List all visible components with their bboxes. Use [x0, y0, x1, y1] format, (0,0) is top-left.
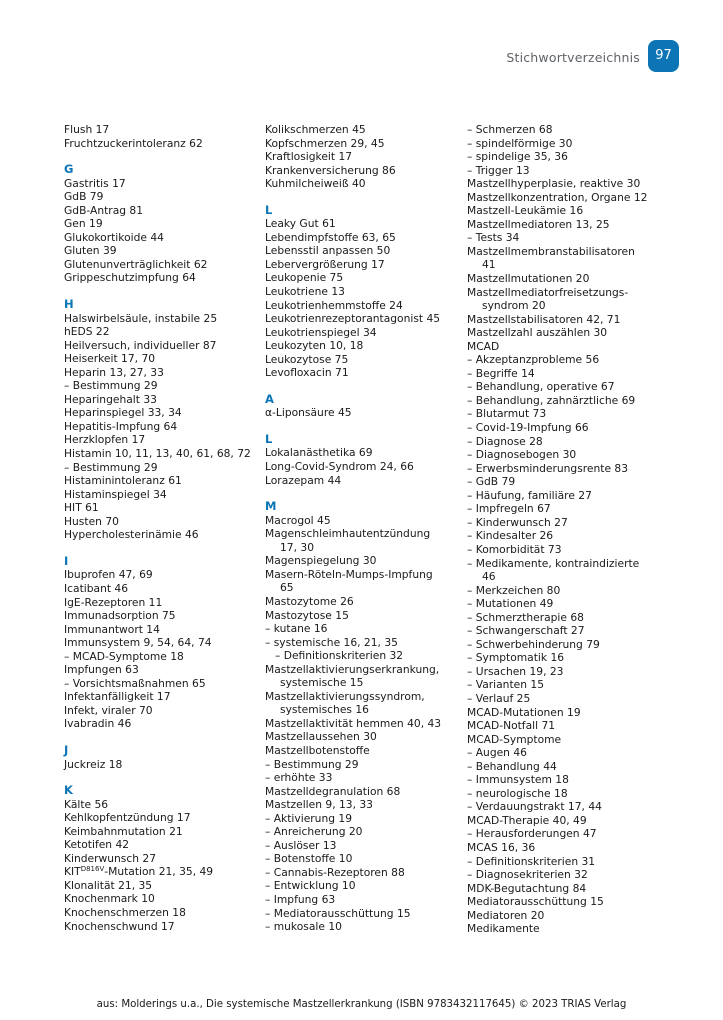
- index-entry: Knochenschmerzen 18: [64, 905, 186, 919]
- index-entry: Histaminspiegel 34: [64, 487, 167, 501]
- index-entry: Leukotrienhemmstoffe 24: [265, 298, 403, 312]
- index-entry: Lokalanästhetika 69: [265, 446, 373, 460]
- index-entry: Leukotriene 13: [265, 285, 345, 299]
- index-entry: Infektanfälligkeit 17: [64, 690, 171, 704]
- index-entry: Lorazepam 44: [265, 473, 342, 487]
- index-entry: Medikamente: [467, 922, 540, 936]
- index-entry: Immunantwort 14: [64, 622, 160, 636]
- index-entry: Mediatoren 20: [467, 908, 545, 922]
- index-entry: Mastzellaussehen 30: [265, 730, 377, 744]
- index-entry: Kopfschmerzen 29, 45: [265, 136, 385, 150]
- footer-source-note: aus: Molderings u.a., Die systemische Mastzellerkrankung (ISBN 9783432117645) © 2023 TRIAS Verlag: [96, 999, 627, 1010]
- index-entry: Icatibant 46: [64, 581, 129, 595]
- index-entry-continuation: 65: [280, 581, 294, 595]
- index-entry-continuation: 17, 30: [280, 540, 314, 554]
- index-subentry: – Schmerzen 68: [467, 123, 553, 136]
- index-entry: Heparinspiegel 33, 34: [64, 406, 182, 420]
- index-entry: Ibuprofen 47, 69: [64, 568, 153, 582]
- index-entry: Kehlkopfentzündung 17: [64, 811, 191, 825]
- index-subentry: – spindelige 35, 36: [467, 150, 568, 164]
- index-entry: Mastzell-Leukämie 16: [467, 204, 584, 218]
- index-entry: $KIT^{D816V}$-Mutation 21, 35, 49: [64, 865, 214, 879]
- index-subentry: – Diagnose 28: [467, 434, 543, 448]
- index-entry: Husten 70: [64, 514, 119, 528]
- index-subentry: – Bestimmung 29: [64, 460, 158, 474]
- index-subentry: – Impfung 63: [265, 892, 336, 906]
- index-entry: Infekt, viraler 70: [64, 703, 153, 717]
- index-entry: Ivabradin 46: [64, 717, 132, 731]
- page-number-badge: 97: [648, 40, 679, 72]
- index-subentry: – Bestimmung 29: [64, 379, 158, 393]
- index-subentry: – mukosale 10: [265, 920, 342, 934]
- index-subentry: – neurologische 18: [467, 786, 568, 800]
- index-entry: Heparin 13, 27, 33: [64, 365, 164, 379]
- index-entry-continuation: systemisches 16: [280, 703, 369, 717]
- index-subentry: – Tests 34: [467, 231, 520, 245]
- index-entry: Glutenunverträglichkeit 62: [64, 257, 208, 271]
- index-subentry: – Mediatorausschüttung 15: [265, 906, 411, 920]
- index-entry: HIT 61: [64, 501, 99, 515]
- index-entry: Kraftlosigkeit 17: [265, 150, 353, 164]
- index-subentry: – GdB 79: [467, 475, 516, 489]
- index-entry: MCAD-Notfall 71: [467, 719, 556, 733]
- index-entry: Lebervergrößerung 17: [265, 257, 385, 271]
- index-subentry: – spindelförmige 30: [467, 136, 573, 150]
- index-subentry: – MCAD-Symptome 18: [64, 649, 184, 663]
- index-entry: Mastzellmembranstabilisatoren: [467, 244, 635, 258]
- index-entry-continuation: systemische 15: [280, 676, 364, 690]
- index-subentry: – Aktivierung 19: [265, 811, 352, 825]
- index-entry: Heparingehalt 33: [64, 392, 157, 406]
- index-subentry: – Häufung, familiäre 27: [467, 488, 592, 502]
- index-subentry: – Kindesalter 26: [467, 529, 554, 543]
- index-entry: Gen 19: [64, 217, 103, 231]
- index-subentry: – Erwerbsminderungsrente 83: [467, 461, 629, 475]
- index-subentry: – Mutationen 49: [467, 597, 554, 611]
- index-subentry: – Entwicklung 10: [265, 879, 356, 893]
- index-subentry: – Behandlung, zahnärztliche 69: [467, 393, 636, 407]
- index-entry: Immunsystem 9, 54, 64, 74: [64, 636, 212, 650]
- index-subentry: – Verdauungstrakt 17, 44: [467, 800, 602, 814]
- index-subentry: – Definitionskriterien 31: [467, 854, 596, 868]
- index-subentry: – Diagnosebogen 30: [467, 448, 577, 462]
- index-entry: Gastritis 17: [64, 176, 126, 190]
- section-letter-heading: G: [64, 162, 74, 177]
- index-subentry: – Medikamente, kontraindizierte: [467, 556, 640, 570]
- section-letter-heading: L: [265, 431, 273, 446]
- section-letter-heading: H: [64, 297, 74, 312]
- index-subentry: – Komorbidität 73: [467, 542, 562, 556]
- index-entry: Krankenversicherung 86: [265, 163, 396, 177]
- index-subentry: – Cannabis-Rezeptoren 88: [265, 865, 405, 879]
- index-subentry: – Bestimmung 29: [265, 757, 359, 771]
- index-entry: Macrogol 45: [265, 513, 331, 527]
- index-entry: Leaky Gut 61: [265, 217, 336, 231]
- index-subentry: – Botenstoffe 10: [265, 852, 353, 866]
- index-subentry: – Auslöser 13: [265, 838, 337, 852]
- index-entry: Mastzellbotenstoffe: [265, 743, 370, 757]
- index-entry: Grippeschutzimpfung 64: [64, 271, 196, 285]
- index-entry: Magenspiegelung 30: [265, 554, 377, 568]
- index-entry: Mastzellen 9, 13, 33: [265, 798, 373, 812]
- index-subentry: – Anreicherung 20: [265, 825, 363, 839]
- index-entry: Mastzellmediatoren 13, 25: [467, 217, 610, 231]
- index-subentry: – Kinderwunsch 27: [467, 515, 568, 529]
- index-entry: Leukozytose 75: [265, 352, 349, 366]
- index-subentry: – Covid-19-Impfung 66: [467, 421, 589, 435]
- index-entry: α-Liponsäure 45: [265, 406, 352, 420]
- index-entry: Leukotrienspiegel 34: [265, 325, 377, 339]
- index-entry: GdB 79: [64, 190, 104, 204]
- index-subentry: – Schmerztherapie 68: [467, 610, 584, 624]
- index-entry: Leukotrienrezeptorantagonist 45: [265, 312, 441, 326]
- index-entry: Glukokortikoide 44: [64, 230, 164, 244]
- index-column-2: [265, 123, 465, 934]
- index-subentry: – Varianten 15: [467, 678, 544, 692]
- index-entry: Magenschleimhautentzündung: [265, 527, 431, 541]
- index-entry: Juckreiz 18: [64, 757, 123, 771]
- index-entry-continuation: syndrom 20: [482, 299, 546, 313]
- index-entry: GdB-Antrag 81: [64, 203, 144, 217]
- index-subentry: – erhöhte 33: [265, 771, 333, 785]
- index-subentry: – kutane 16: [265, 622, 328, 636]
- index-entry: Mastzellzahl auszählen 30: [467, 326, 608, 340]
- index-entry: Histaminintoleranz 61: [64, 474, 182, 488]
- index-entry: Impfungen 63: [64, 663, 139, 677]
- index-entry: Histamin 10, 11, 13, 40, 61, 68, 72: [64, 447, 251, 461]
- index-subentry: – Herausforderungen 47: [467, 827, 597, 841]
- index-subentry: – systemische 16, 21, 35: [265, 635, 398, 649]
- index-subentry: – Impfregeln 67: [467, 502, 551, 516]
- index-entry: MCAD-Therapie 40, 49: [467, 813, 587, 827]
- index-entry: MCAD-Mutationen 19: [467, 705, 581, 719]
- index-subentry: – Trigger 13: [467, 163, 530, 177]
- index-entry: Mastzellaktivierungssyndrom,: [265, 689, 425, 703]
- index-subentry: – Definitionskriterien 32: [275, 649, 404, 663]
- index-entry-continuation: 41: [482, 258, 496, 272]
- index-entry: Heilversuch, individueller 87: [64, 338, 217, 352]
- section-letter-heading: A: [265, 391, 274, 406]
- index-entry: Heiserkeit 17, 70: [64, 352, 156, 366]
- index-entry: Long-Covid-Syndrom 24, 66: [265, 460, 414, 474]
- section-letter-heading: M: [265, 499, 277, 514]
- index-subentry: – Begriffe 14: [467, 366, 535, 380]
- index-subentry: – Blutarmut 73: [467, 407, 547, 421]
- index-entry: Herzklopfen 17: [64, 433, 146, 447]
- index-entry: Levofloxacin 71: [265, 366, 349, 380]
- index-subentry: – Schwangerschaft 27: [467, 624, 585, 638]
- index-subentry: – Merkzeichen 80: [467, 583, 561, 597]
- index-entry: Kinderwunsch 27: [64, 851, 157, 865]
- index-entry: Keimbahnmutation 21: [64, 824, 183, 838]
- index-entry: MCAD: [467, 339, 500, 353]
- index-entry: Klonalität 21, 35: [64, 878, 153, 892]
- index-entry: Mastzellmutationen 20: [467, 272, 590, 286]
- index-subentry: – Symptomatik 16: [467, 651, 565, 665]
- index-entry: Mastozytome 26: [265, 594, 354, 608]
- index-entry: Hepatitis-Impfung 64: [64, 419, 178, 433]
- index-entry: Leukozyten 10, 18: [265, 339, 364, 353]
- index-entry: Fruchtzuckerintoleranz 62: [64, 136, 203, 150]
- index-entry: Immunadsorption 75: [64, 609, 176, 623]
- index-entry: MDK-Begutachtung 84: [467, 881, 587, 895]
- index-entry: Hypercholesterinämie 46: [64, 528, 199, 542]
- index-entry: Lebendimpfstoffe 63, 65: [265, 230, 396, 244]
- index-subentry: – Behandlung, operative 67: [467, 380, 615, 394]
- section-letter-heading: L: [265, 202, 273, 217]
- index-entry: Mediatorausschüttung 15: [467, 895, 604, 909]
- index-subentry: – Akzeptanzprobleme 56: [467, 353, 600, 367]
- index-subentry: – Schwerbehinderung 79: [467, 637, 600, 651]
- index-entry: Mastzellaktivierungserkrankung,: [265, 662, 440, 676]
- index-entry: Knochenmark 10: [64, 892, 155, 906]
- index-entry: Flush 17: [64, 123, 110, 136]
- index-entry: Mastzellhyperplasie, reaktive 30: [467, 177, 641, 191]
- index-entry: Kälte 56: [64, 797, 109, 811]
- index-subentry: – Augen 46: [467, 746, 527, 760]
- index-entry: Leukopenie 75: [265, 271, 344, 285]
- index-column-1: [64, 123, 264, 933]
- running-title: Stichwortverzeichnis: [506, 50, 640, 65]
- section-letter-heading: J: [64, 742, 69, 757]
- index-entry: MCAD-Symptome: [467, 732, 562, 746]
- index-subentry: – Vorsichtsmaßnahmen 65: [64, 676, 206, 690]
- index-entry: Mastzellkonzentration, Organe 12: [467, 190, 648, 204]
- index-subentry: – Diagnosekriterien 32: [467, 868, 588, 882]
- index-entry: Mastozytose 15: [265, 608, 349, 622]
- index-entry: Masern-Röteln-Mumps-Impfung: [265, 567, 433, 581]
- index-entry: MCAS 16, 36: [467, 840, 536, 854]
- index-entry: Ketotifen 42: [64, 838, 130, 852]
- index-entry: Kolikschmerzen 45: [265, 123, 366, 136]
- index-entry: IgE-Rezeptoren 11: [64, 595, 163, 609]
- index-entry: Mastzellstabilisatoren 42, 71: [467, 312, 621, 326]
- section-letter-heading: I: [64, 553, 69, 568]
- index-subentry: – Ursachen 19, 23: [467, 664, 564, 678]
- index-entry: Mastzelldegranulation 68: [265, 784, 401, 798]
- index-entry-continuation: 46: [482, 570, 496, 584]
- page-header: [0, 48, 723, 78]
- index-entry: Knochenschwund 17: [64, 919, 175, 933]
- index-entry: Halswirbelsäule, instabile 25: [64, 311, 218, 325]
- index-entry: Lebensstil anpassen 50: [265, 244, 391, 258]
- index-entry: Mastzellmediatorfreisetzungs-: [467, 285, 629, 299]
- index-subentry: – Verlauf 25: [467, 691, 531, 705]
- section-letter-heading: K: [64, 783, 73, 798]
- index-entry: hEDS 22: [64, 325, 110, 339]
- index-column-3: [467, 123, 667, 936]
- index-entry: Mastzellaktivität hemmen 40, 43: [265, 716, 442, 730]
- index-entry: Kuhmilcheiweiß 40: [265, 177, 366, 191]
- index-subentry: – Behandlung 44: [467, 759, 557, 773]
- index-entry: Gluten 39: [64, 244, 117, 258]
- index-subentry: – Immunsystem 18: [467, 773, 569, 787]
